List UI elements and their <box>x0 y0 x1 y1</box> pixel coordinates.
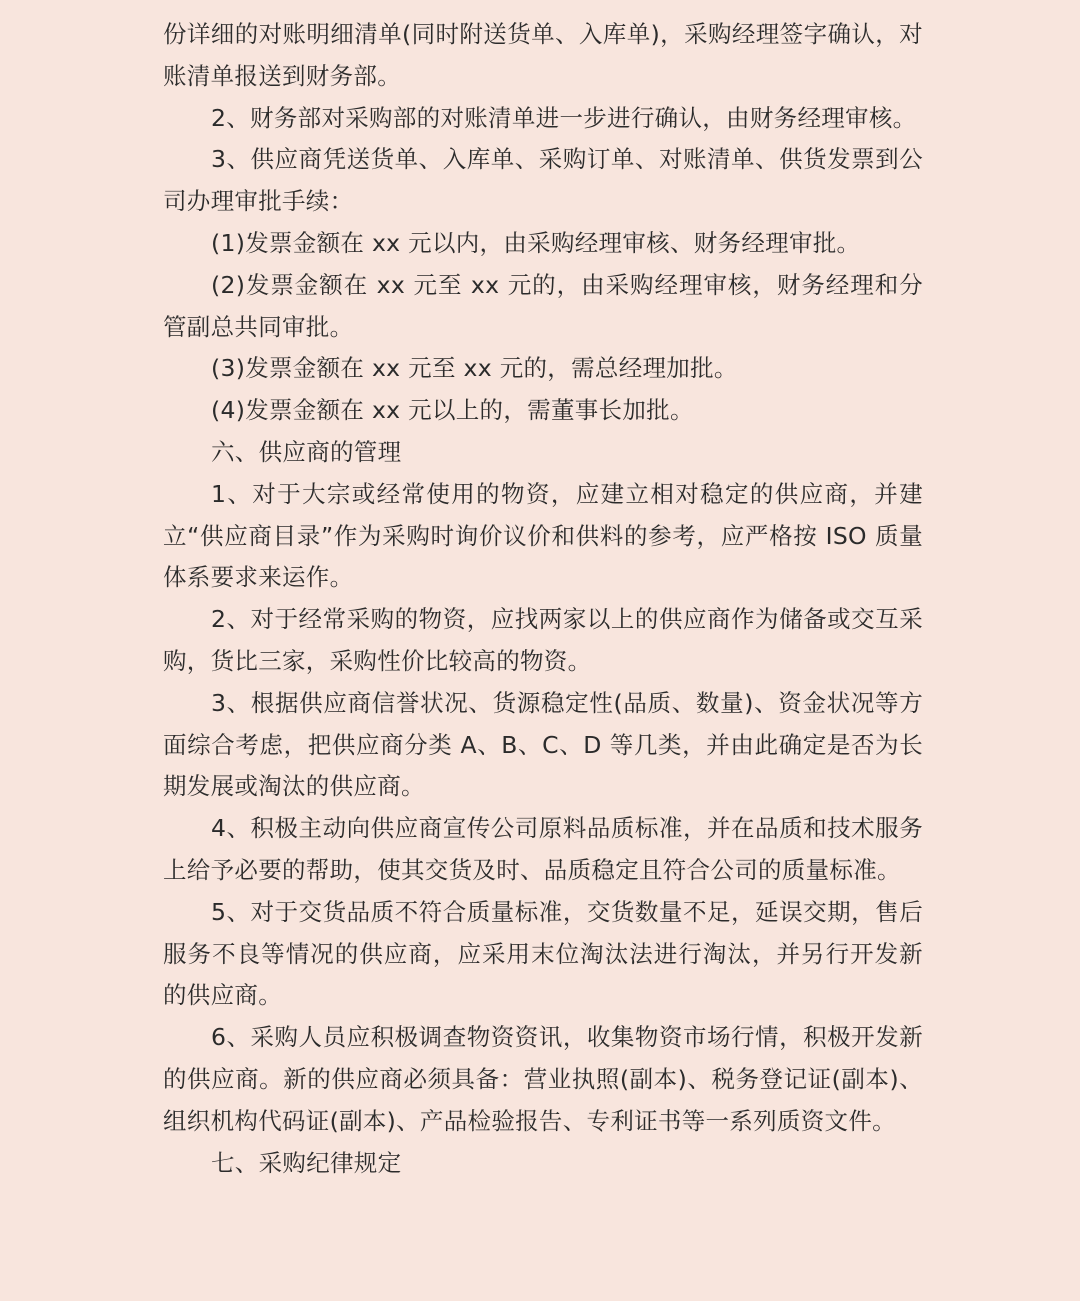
paragraph: 3、根据供应商信誉状况、货源稳定性(品质、数量)、资金状况等方面综合考虑，把供应商分类 A、B、C、D 等几类，并由此确定是否为长期发展或淘汰的供应商。 <box>163 688 923 801</box>
paragraph: 2、对于经常采购的物资，应找两家以上的供应商作为储备或交互采购，货比三家，采购性价比较高的物资。 <box>163 605 923 675</box>
paragraph: 6、采购人员应积极调查物资资讯，收集物资市场行情，积极开发新的供应商。新的供应商必须具备：营业执照(副本)、税务登记证(副本)、组织机构代码证(副本)、产品检验报告、专利证书等一系列质资文件。 <box>163 1023 923 1135</box>
paragraph: (2)发票金额在 xx 元至 xx 元的，由采购经理审核，财务经理和分管副总共同审批。 <box>163 270 923 341</box>
paragraph: 4、积极主动向供应商宣传公司原料品质标准，并在品质和技术服务上给予必要的帮助，使其交货及时、品质稳定且符合公司的质量标准。 <box>163 814 923 884</box>
section-heading: 六、供应商的管理 <box>211 437 402 466</box>
paragraph: 3、供应商凭送货单、入库单、采购订单、对账清单、供货发票到公司办理审批手续： <box>163 145 923 216</box>
document-body <box>163 14 923 1184</box>
paragraph: 1、对于大宗或经常使用的物资，应建立相对稳定的供应商，并建立“供应商目录”作为采购时询价议价和供料的参考，应严格按 ISO 质量体系要求来运作。 <box>163 479 923 592</box>
paragraph: (1)发票金额在 xx 元以内，由采购经理审核、财务经理审批。 <box>211 228 861 257</box>
paragraph: 5、对于交货品质不符合质量标准，交货数量不足，延误交期，售后服务不良等情况的供应商，应采用末位淘汰法进行淘汰，并另行开发新的供应商。 <box>163 897 923 1010</box>
paragraph: 2、财务部对采购部的对账清单进一步进行确认，由财务经理审核。 <box>211 103 917 132</box>
paragraph: (3)发票金额在 xx 元至 xx 元的，需总经理加批。 <box>211 354 738 383</box>
paragraph: (4)发票金额在 xx 元以上的，需董事长加批。 <box>211 396 694 425</box>
paragraph: 份详细的对账明细清单(同时附送货单、入库单)，采购经理签字确认，对账清单报送到财务部。 <box>163 20 923 90</box>
section-heading: 七、采购纪律规定 <box>211 1148 402 1177</box>
